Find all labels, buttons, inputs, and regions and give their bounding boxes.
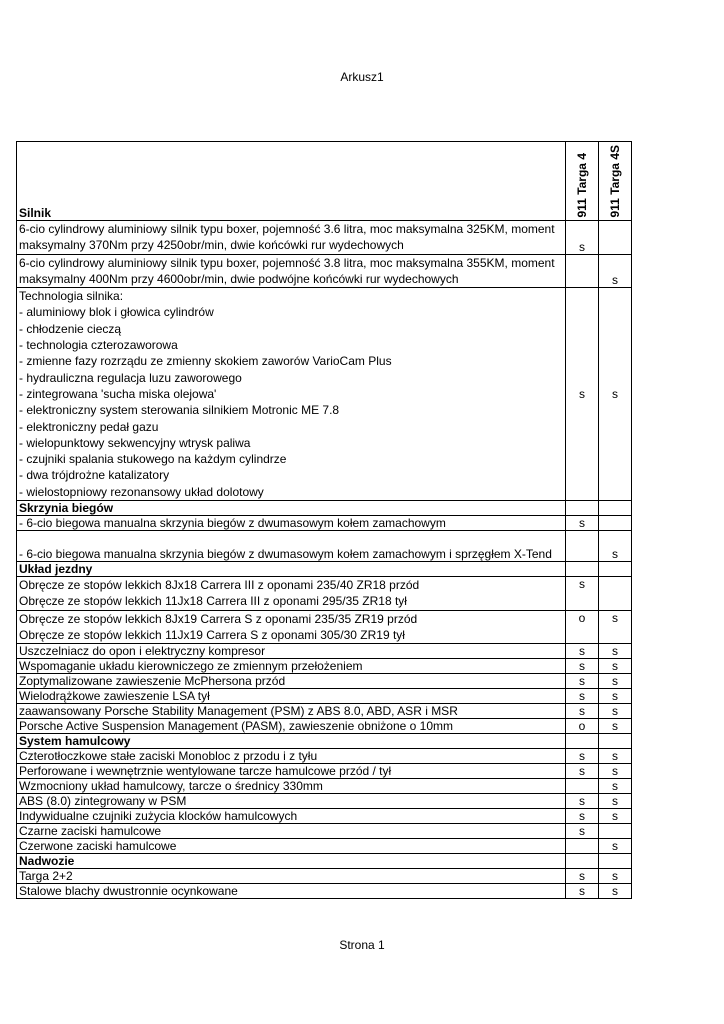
value-targa-4: s bbox=[566, 674, 599, 689]
row-description: - 6-cio biegowa manualna skrzynia biegów z dwumasowym kołem zamachowym i sprzęgłem X-Tend bbox=[17, 531, 566, 562]
table-row bbox=[17, 288, 632, 501]
table-row bbox=[17, 869, 632, 884]
value-targa-4: s bbox=[566, 809, 599, 824]
table-row bbox=[17, 221, 632, 255]
table-row bbox=[17, 794, 632, 809]
value-targa-4s: s bbox=[599, 659, 632, 674]
table-row bbox=[17, 884, 632, 899]
value-targa-4s: s bbox=[599, 764, 632, 779]
table-row bbox=[17, 824, 632, 839]
value-targa-4s: s bbox=[599, 884, 632, 899]
value-targa-4s bbox=[599, 516, 632, 531]
row-description: ABS (8.0) zintegrowany w PSM bbox=[17, 794, 566, 809]
engine-technology-list: Technologia silnika: - aluminiowy blok i głowica cylindrów - chłodzenie cieczą - technologia czterozaworowa - zmienne fazy rozrządu ze zmienny skokiem zaworów VarioCam Plus - hydrauliczna regulacja luzu zaworowego - zintegrowana 'sucha miska olejowa' - elektroniczny system sterowania silnikiem Motronic ME 7.8 - elektroniczny pedał gazu - wielopunktowy sekwencyjny wtrysk paliwa - czujniki spalania stukowego na każdym cylindrze - dwa trójdrożne katalizatory - wielostopniowy rezonansowy układ dolotowy bbox=[17, 288, 566, 501]
section-title-engine: Silnik bbox=[17, 142, 566, 221]
section-header-row bbox=[17, 501, 632, 516]
table-row bbox=[17, 531, 632, 562]
value-targa-4: s bbox=[566, 764, 599, 779]
table-row bbox=[17, 809, 632, 824]
value-targa-4s: s bbox=[599, 254, 632, 288]
column-header-targa-4s: 911 Targa 4S bbox=[599, 142, 632, 221]
value-targa-4 bbox=[566, 531, 599, 562]
row-description: Wspomaganie układu kierowniczego ze zmiennym przełożeniem bbox=[17, 659, 566, 674]
table-row bbox=[17, 764, 632, 779]
value-targa-4s: s bbox=[599, 794, 632, 809]
value-targa-4s: s bbox=[599, 531, 632, 562]
row-description: Wielodrążkowe zawieszenie LSA tył bbox=[17, 689, 566, 704]
row-description: Stalowe blachy dwustronnie ocynkowane bbox=[17, 884, 566, 899]
value-targa-4s: s bbox=[599, 288, 632, 501]
value-targa-4s: s bbox=[599, 644, 632, 659]
value-targa-4: s bbox=[566, 884, 599, 899]
row-description: 6-cio cylindrowy aluminiowy silnik typu boxer, pojemność 3.8 litra, moc maksymalna 355KM, moment maksymalny 400Nm przy 4600obr/min, dwie podwójne końcówki rur wydechowych bbox=[17, 254, 566, 288]
table-row bbox=[17, 749, 632, 764]
value-targa-4s bbox=[599, 221, 632, 255]
value-targa-4 bbox=[566, 839, 599, 854]
table-row bbox=[17, 659, 632, 674]
row-description: Uszczelniacz do opon i elektryczny kompresor bbox=[17, 644, 566, 659]
value-targa-4: s bbox=[566, 659, 599, 674]
row-description: Czarne zaciski hamulcowe bbox=[17, 824, 566, 839]
value-targa-4s: s bbox=[599, 674, 632, 689]
row-description: Wzmocniony układ hamulcowy, tarcze o średnicy 330mm bbox=[17, 779, 566, 794]
table-row bbox=[17, 644, 632, 659]
value-targa-4s: s bbox=[599, 704, 632, 719]
section-header-row bbox=[17, 854, 632, 869]
table-row bbox=[17, 704, 632, 719]
row-description: zaawansowany Porsche Stability Management (PSM) z ABS 8.0, ABD, ASR i MSR bbox=[17, 704, 566, 719]
row-description: Czerwone zaciski hamulcowe bbox=[17, 839, 566, 854]
table-row bbox=[17, 577, 632, 611]
row-description: - 6-cio biegowa manualna skrzynia biegów z dwumasowym kołem zamachowym bbox=[17, 516, 566, 531]
section-title-brakes: System hamulcowy bbox=[17, 734, 566, 749]
value-targa-4: s bbox=[566, 749, 599, 764]
value-targa-4: s bbox=[566, 689, 599, 704]
row-description: Porsche Active Suspension Management (PASM), zawieszenie obniżone o 10mm bbox=[17, 719, 566, 734]
value-targa-4: s bbox=[566, 516, 599, 531]
table-row bbox=[17, 779, 632, 794]
value-targa-4: o bbox=[566, 610, 599, 644]
value-targa-4s: s bbox=[599, 869, 632, 884]
table-row bbox=[17, 689, 632, 704]
value-targa-4 bbox=[566, 779, 599, 794]
value-targa-4: s bbox=[566, 221, 599, 255]
row-description: Targa 2+2 bbox=[17, 869, 566, 884]
value-targa-4: s bbox=[566, 577, 599, 611]
table-header-row bbox=[17, 142, 632, 221]
section-header-row bbox=[17, 562, 632, 577]
table-row bbox=[17, 516, 632, 531]
row-description: Perforowane i wewnętrznie wentylowane tarcze hamulcowe przód / tył bbox=[17, 764, 566, 779]
row-description: 6-cio cylindrowy aluminiowy silnik typu boxer, pojemność 3.6 litra, moc maksymalna 325KM, moment maksymalny 370Nm przy 4250obr/min, dwie końcówki rur wydechowych bbox=[17, 221, 566, 255]
row-description: Obręcze ze stopów lekkich 8Jx19 Carrera S z oponami 235/35 ZR19 przód Obręcze ze stopów lekkich 11Jx19 Carrera S z oponami 305/30 ZR19 tył bbox=[17, 610, 566, 644]
section-header-row bbox=[17, 734, 632, 749]
table-row bbox=[17, 254, 632, 288]
value-targa-4s: s bbox=[599, 839, 632, 854]
value-targa-4s: s bbox=[599, 779, 632, 794]
column-header-targa-4: 911 Targa 4 bbox=[566, 142, 599, 221]
value-targa-4s bbox=[599, 577, 632, 611]
value-targa-4: s bbox=[566, 824, 599, 839]
row-description: Czterotłoczkowe stałe zaciski Monobloc z przodu i z tyłu bbox=[17, 749, 566, 764]
value-targa-4s: s bbox=[599, 749, 632, 764]
sheet-title: Arkusz1 bbox=[340, 70, 384, 84]
row-description: Indywidualne czujniki zużycia klocków hamulcowych bbox=[17, 809, 566, 824]
row-description: Obręcze ze stopów lekkich 8Jx18 Carrera III z oponami 235/40 ZR18 przód Obręcze ze stopów lekkich 11Jx18 Carrera III z oponami 295/35 ZR18 tył bbox=[17, 577, 566, 611]
value-targa-4s: s bbox=[599, 689, 632, 704]
value-targa-4: s bbox=[566, 704, 599, 719]
value-targa-4: o bbox=[566, 719, 599, 734]
table-row bbox=[17, 610, 632, 644]
value-targa-4s: s bbox=[599, 610, 632, 644]
table-row bbox=[17, 719, 632, 734]
spec-table bbox=[16, 141, 632, 899]
value-targa-4s: s bbox=[599, 719, 632, 734]
section-title-gearbox: Skrzynia biegów bbox=[17, 501, 566, 516]
value-targa-4: s bbox=[566, 644, 599, 659]
value-targa-4: s bbox=[566, 794, 599, 809]
section-title-chassis: Układ jezdny bbox=[17, 562, 566, 577]
table-row bbox=[17, 674, 632, 689]
value-targa-4: s bbox=[566, 288, 599, 501]
table-row bbox=[17, 839, 632, 854]
value-targa-4: s bbox=[566, 869, 599, 884]
section-title-body: Nadwozie bbox=[17, 854, 566, 869]
value-targa-4 bbox=[566, 254, 599, 288]
row-description: Zoptymalizowane zawieszenie McPhersona przód bbox=[17, 674, 566, 689]
value-targa-4s bbox=[599, 824, 632, 839]
page-number: Strona 1 bbox=[339, 938, 385, 952]
value-targa-4s: s bbox=[599, 809, 632, 824]
